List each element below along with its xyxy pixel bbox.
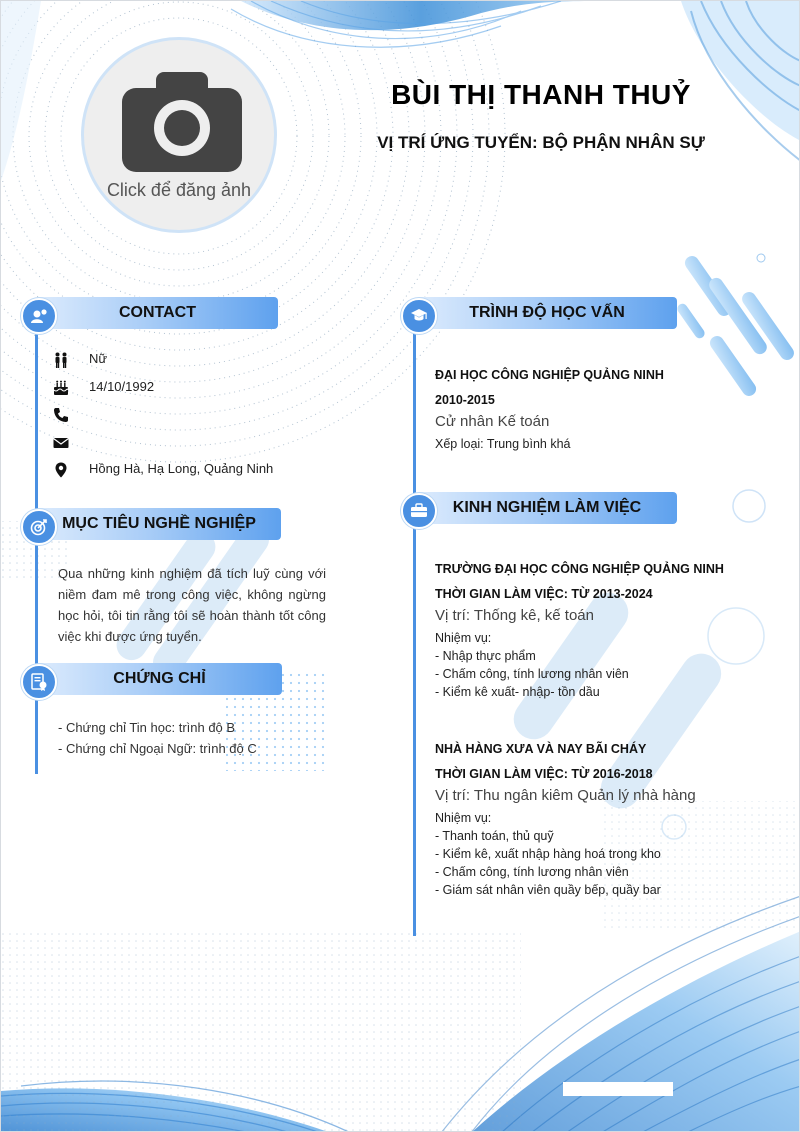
people-icon <box>53 352 69 368</box>
section-title: TRÌNH ĐỘ HỌC VẤN <box>469 304 625 321</box>
applied-position: VỊ TRÍ ỨNG TUYỂN: BỘ PHẬN NHÂN SỰ <box>377 133 705 152</box>
section-title: CHỨNG CHỈ <box>113 670 206 687</box>
birthday-value: 14/10/1992 <box>89 379 155 394</box>
avatar-upload[interactable] <box>81 37 277 233</box>
job-duty: - Giám sát nhân viên quầy bếp, quầy bar <box>435 883 661 897</box>
education-years: 2010-2015 <box>435 393 495 407</box>
job-role: Vị trí: Thống kê, kế toán <box>435 607 594 624</box>
section-title: CONTACT <box>118 304 197 321</box>
section-experience-header <box>401 492 677 526</box>
job-company: NHÀ HÀNG XƯA VÀ NAY BÃI CHÁY <box>435 742 647 756</box>
section-certificates-header <box>21 663 282 697</box>
job-period: THỜI GIAN LÀM VIỆC: TỪ 2016-2018 <box>435 767 653 781</box>
job-duties-label: Nhiệm vụ: <box>435 811 492 825</box>
job-duties-label: Nhiệm vụ: <box>435 631 492 645</box>
location-pin-icon <box>53 462 69 478</box>
education-rank: Xếp loại: Trung bình khá <box>435 437 571 451</box>
job-company: TRƯỜNG ĐẠI HỌC CÔNG NGHIỆP QUẢNG NINH <box>435 562 724 576</box>
footer-blank-area <box>563 1082 673 1096</box>
education-degree: Cử nhân Kế toán <box>435 413 550 430</box>
section-objective-header <box>21 508 281 542</box>
job-duty: - Chấm công, tính lương nhân viên <box>435 865 629 879</box>
job-duty: - Nhập thực phẩm <box>435 649 536 663</box>
avatar-caption: Click để đăng ảnh <box>106 180 252 200</box>
job-role: Vị trí: Thu ngân kiêm Quản lý nhà hàng <box>435 787 696 804</box>
cake-icon <box>53 380 69 396</box>
job-duty: - Chấm công, tính lương nhân viên <box>435 667 629 681</box>
job-duty: - Thanh toán, thủ quỹ <box>435 829 554 843</box>
section-title: MỤC TIÊU NGHỀ NGHIỆP <box>62 515 256 532</box>
candidate-name: BÙI THỊ THANH THUỶ <box>391 79 691 110</box>
education-school: ĐẠI HỌC CÔNG NGHIỆP QUẢNG NINH <box>435 368 664 382</box>
gender-value: Nữ <box>89 351 108 366</box>
job-duty: - Kiểm kê xuất- nhập- tồn dầu <box>435 685 600 699</box>
phone-icon <box>53 407 69 423</box>
job-period: THỜI GIAN LÀM VIỆC: TỪ 2013-2024 <box>435 587 653 601</box>
camera-icon <box>122 68 242 178</box>
left-timeline <box>35 326 38 774</box>
section-contact-header <box>21 297 278 331</box>
envelope-icon <box>53 435 69 451</box>
objective-text: Qua những kinh nghiệm đã tích luỹ cùng với niềm đam mê trong công việc, không ngừng học hỏi, tôi tin rằng tôi sẽ hoàn thành tốt công việc khi được ứng tuyển. <box>58 566 326 644</box>
certificate-item: - Chứng chỉ Ngoại Ngữ: trình độ C <box>58 741 257 756</box>
right-timeline <box>413 326 416 936</box>
certificate-item: - Chứng chỉ Tin học: trình độ B <box>58 720 236 735</box>
section-education-header <box>401 297 677 331</box>
section-title: KINH NGHIỆM LÀM VIỆC <box>452 499 642 516</box>
job-duty: - Kiểm kê, xuất nhập hàng hoá trong kho <box>435 847 661 861</box>
address-value: Hồng Hà, Hạ Long, Quảng Ninh <box>89 461 274 476</box>
